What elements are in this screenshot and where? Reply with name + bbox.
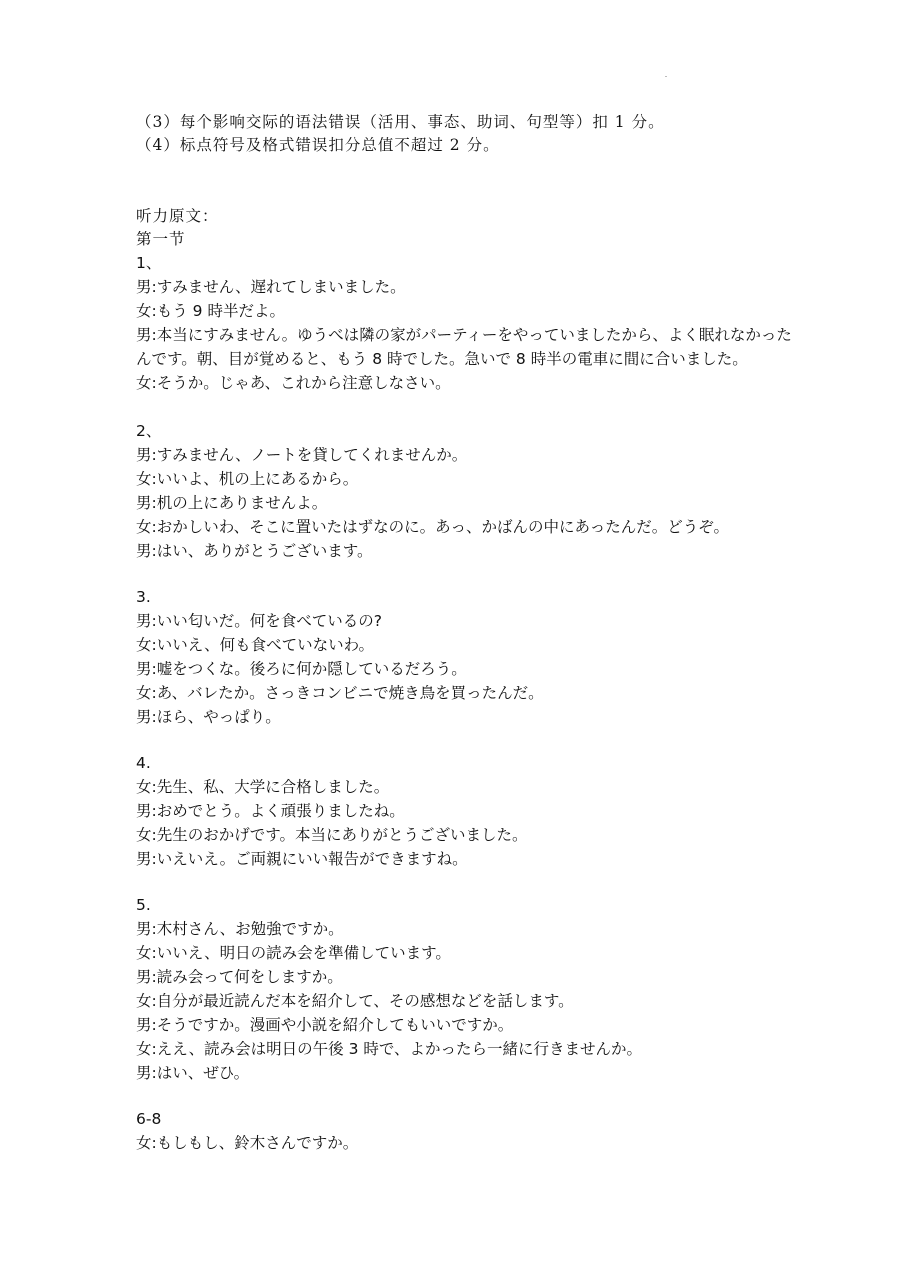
question-number: 1、 [136, 254, 162, 272]
dialogue-line: 男:おめでとう。よく頑張りましたね。 [136, 802, 405, 820]
dialogue-line: んです。朝、目が覚めると、もう 8 時でした。急いで 8 時半の電車に間に合いました。 [136, 350, 748, 368]
dialogue-line: 男:はい、ぜひ。 [136, 1064, 250, 1082]
rule-item-4: （4）标点符号及格式错误扣分总值不超过 2 分。 [136, 136, 500, 154]
question-number: 3. [136, 588, 151, 606]
dialogue-line: 女:先生、私、大学に合格しました。 [136, 778, 390, 796]
dialogue-line: 男:本当にすみません。ゆうべは隣の家がパーティーをやっていましたから、よく眠れなかった [136, 326, 792, 344]
dialogue-line: 男:すみません、遅れてしまいました。 [136, 278, 406, 296]
dialogue-line: 女:自分が最近読んだ本を紹介して、その感想などを話します。 [136, 992, 574, 1010]
question-number: 6-8 [136, 1110, 162, 1128]
dialogue-line: 男:机の上にありませんよ。 [136, 494, 328, 512]
question-number: 5. [136, 896, 151, 914]
dialogue-line: 男:いえいえ。ご両親にいい報告ができますね。 [136, 850, 468, 868]
dialogue-line: 女:いいえ、何も食べていないわ。 [136, 636, 375, 654]
dialogue-line: 男:木村さん、お勉強ですか。 [136, 920, 344, 938]
dialogue-line: 女:先生のおかげです。本当にありがとうございました。 [136, 826, 528, 844]
dialogue-line: 女:もう 9 時半だよ。 [136, 302, 285, 320]
dialogue-line: 男:嘘をつくな。後ろに何か隠しているだろう。 [136, 660, 467, 678]
dialogue-line: 女:あ、バレたか。さっきコンビニで焼き鳥を買ったんだ。 [136, 684, 544, 702]
dialogue-line: 男:そうですか。漫画や小説を紹介してもいいですか。 [136, 1016, 514, 1034]
transcript-heading: 听力原文： [136, 207, 219, 225]
dialogue-line: 男:すみません、ノートを貸してくれませんか。 [136, 446, 468, 464]
dialogue-line: 女:ええ、読み会は明日の午後 3 時で、よかったら一緒に行きませんか。 [136, 1040, 643, 1058]
scan-speck [665, 76, 667, 77]
dialogue-line: 女:おかしいわ、そこに置いたはずなのに。あっ、かばんの中にあったんだ。どうぞ。 [136, 518, 729, 536]
section-title: 第一节 [136, 230, 186, 248]
dialogue-line: 男:いい匂いだ。何を食べているの? [136, 612, 382, 630]
dialogue-line: 女:いいよ、机の上にあるから。 [136, 470, 359, 488]
question-number: 4. [136, 754, 151, 772]
dialogue-line: 女:もしもし、鈴木さんですか。 [136, 1134, 359, 1152]
dialogue-line: 男:読み会って何をしますか。 [136, 968, 343, 986]
dialogue-line: 女:いいえ、明日の読み会を準備しています。 [136, 944, 451, 962]
dialogue-line: 男:ほら、やっぱり。 [136, 708, 281, 726]
question-number: 2、 [136, 422, 162, 440]
dialogue-line: 女:そうか。じゃあ、これから注意しなさい。 [136, 374, 451, 392]
rule-item-3: （3）每个影响交际的语法错误（活用、事态、助词、句型等）扣 1 分。 [136, 113, 665, 131]
dialogue-line: 男:はい、ありがとうございます。 [136, 542, 373, 560]
